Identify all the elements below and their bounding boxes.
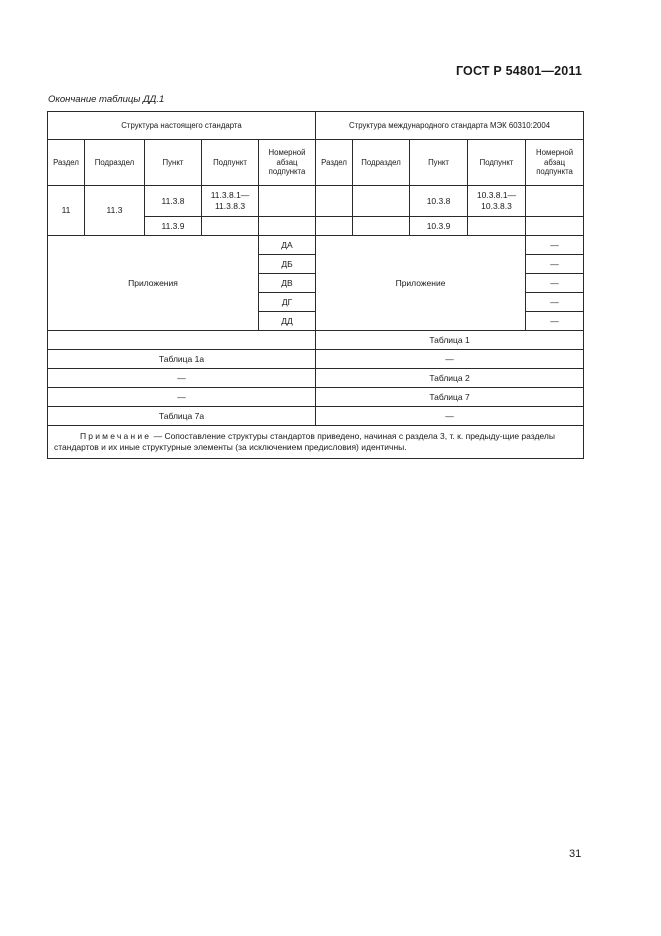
podpunkt-right: 10.3.8.1—10.3.8.3: [468, 186, 526, 217]
appendix-dash: —: [526, 236, 584, 255]
appendix-dash: —: [526, 255, 584, 274]
appendix-code: ДБ: [259, 255, 316, 274]
col-punkt-left: Пункт: [145, 140, 202, 186]
appendix-code: ДД: [259, 312, 316, 331]
col-podrazdel-left: Подраздел: [85, 140, 145, 186]
empty-cell: [316, 186, 353, 217]
col-podpunkt-right: Подпункт: [468, 140, 526, 186]
group-header-row: [48, 112, 584, 140]
column-header-row: [48, 140, 584, 186]
appendix-code: ДВ: [259, 274, 316, 293]
col-podpunkt-left: Подпункт: [202, 140, 259, 186]
document-code: ГОСТ Р 54801—2011: [455, 64, 582, 78]
table-ref-left: [48, 331, 316, 350]
col-podrazdel-right: Подраздел: [353, 140, 410, 186]
empty-cell: [468, 217, 526, 236]
col-razdel-right: Раздел: [316, 140, 353, 186]
punkt-right: 10.3.9: [410, 217, 468, 236]
tables-row: [48, 350, 584, 369]
col-punkt-right: Пункт: [410, 140, 468, 186]
table-ref-left: Таблица 7а: [48, 407, 316, 426]
comparison-table: [47, 111, 584, 459]
appendix-code: ДА: [259, 236, 316, 255]
punkt-left: 11.3.9: [145, 217, 202, 236]
table-row: [48, 186, 584, 217]
left-group-header: Структура настоящего стандарта: [48, 112, 316, 140]
table-ref-left: —: [48, 369, 316, 388]
empty-cell: [526, 217, 584, 236]
note-text: — Сопоставление структуры стандартов приведено, начиная с раздела 3, т. к. предыду-щие разделы стандартов и их иные структурные элементы (за исключением предисловия) идентичны.: [54, 431, 555, 452]
section-left: 11: [48, 186, 85, 236]
appendix-dash: —: [526, 293, 584, 312]
tables-row: [48, 407, 584, 426]
table-caption: Окончание таблицы ДД.1: [48, 94, 165, 105]
right-group-header: Структура международного стандарта МЭК 60310:2004: [316, 112, 584, 140]
tables-row: [48, 331, 584, 350]
table-ref-right: Таблица 7: [316, 388, 584, 407]
empty-cell: [259, 217, 316, 236]
page-number: 31: [569, 848, 582, 860]
table-ref-right: Таблица 1: [316, 331, 584, 350]
subsection-left: 11.3: [85, 186, 145, 236]
empty-cell: [353, 217, 410, 236]
col-abzac-left: Номерной абзац подпункта: [259, 140, 316, 186]
table-ref-left: —: [48, 388, 316, 407]
appendix-right-label: Приложение: [316, 236, 526, 331]
appendix-dash: —: [526, 312, 584, 331]
tables-row: [48, 388, 584, 407]
col-abzac-right: Номерной абзац подпункта: [526, 140, 584, 186]
empty-cell: [526, 186, 584, 217]
podpunkt-left: 11.3.8.1—11.3.8.3: [202, 186, 259, 217]
table-ref-right: —: [316, 407, 584, 426]
appendix-row: [48, 236, 584, 255]
col-razdel-left: Раздел: [48, 140, 85, 186]
empty-cell: [316, 217, 353, 236]
empty-cell: [202, 217, 259, 236]
table-ref-right: —: [316, 350, 584, 369]
appendix-code: ДГ: [259, 293, 316, 312]
table-ref-left: Таблица 1а: [48, 350, 316, 369]
appendix-left-label: Приложения: [48, 236, 259, 331]
note-row: [48, 426, 584, 459]
note-cell: [48, 426, 584, 459]
empty-cell: [259, 186, 316, 217]
empty-cell: [353, 186, 410, 217]
note-label: Примечание: [80, 431, 152, 441]
appendix-dash: —: [526, 274, 584, 293]
table-ref-right: Таблица 2: [316, 369, 584, 388]
tables-row: [48, 369, 584, 388]
punkt-right: 10.3.8: [410, 186, 468, 217]
punkt-left: 11.3.8: [145, 186, 202, 217]
